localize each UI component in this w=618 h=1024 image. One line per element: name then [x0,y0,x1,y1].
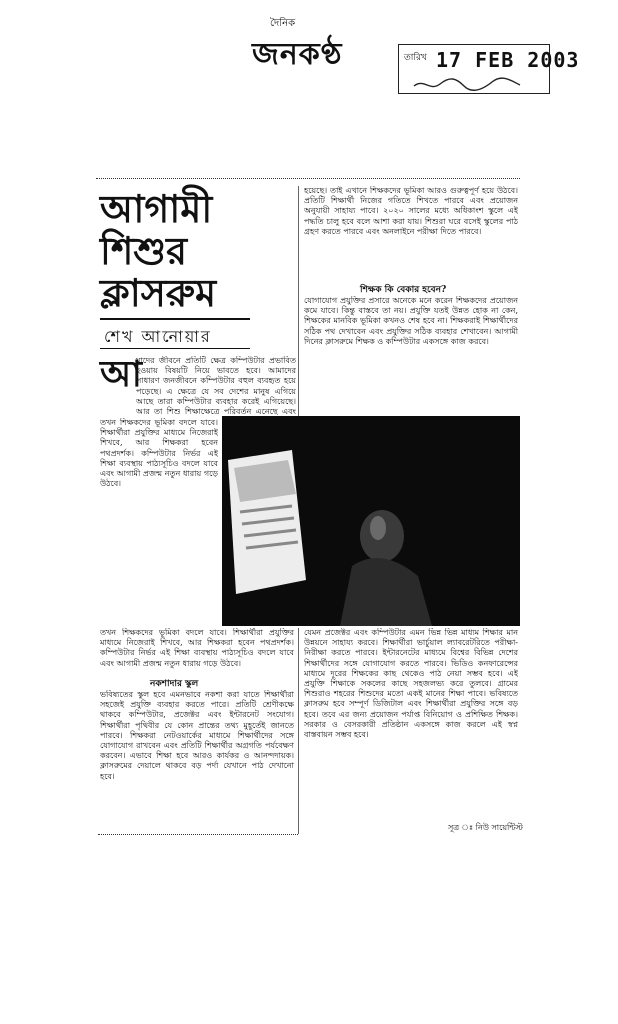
article-dropcap: আ [100,353,142,395]
article-col-left-lower: তখন শিক্ষকদের ভূমিকা বদলে যাবে। শিক্ষার্থীরা প্রযুক্তির মাধ্যমে নিজেরাই শিখবে, আর শিক্ষকরা হবেন পথপ্রদর্শক। কম্পিউটার নির্ভর এই শিক্ষা ব্যবস্থায় পাঠ্যসূচিও বদলে যাবে এবং আগামী প্রজন্ম নতুন ধারায় গড়ে উঠবে। [100,628,294,668]
date-stamp-label: তারিখ [404,53,427,63]
subhead-designed-school: নকশাদার স্কুল [150,679,199,689]
newspaper-masthead: জনকণ্ঠ [252,37,343,72]
column-divider-top [298,186,299,416]
article-photo [222,416,520,626]
title-rule [100,318,250,320]
column-divider [298,628,299,834]
article-col-left-narrow: তখন শিক্ষকদের ভূমিকা বদলে যাবে। শিক্ষার্থীরা প্রযুক্তির মাধ্যমে নিজেরাই শিখবে, আর শিক্ষকরা হবেন পথপ্রদর্শক। কম্পিউটার নির্ভর এই শিক্ষা ব্যবস্থায় পাঠ্যসূচিও বদলে যাবে এবং আগামী প্রজন্ম নতুন ধারায় গড়ে উঠবে। [100,418,218,489]
signature-scribble-icon [412,76,522,92]
subhead-teacher: শিক্ষক কি বেকার হবেন? [360,285,447,295]
article-byline: শেখ আনোয়ার [104,327,212,346]
article-bottom-border [98,834,298,835]
date-stamp-date: 17 FEB 2003 [436,48,580,72]
article-col-right-top: হয়েছে। তাই এখানে শিক্ষকদের ভূমিকা আরও গুরুত্বপূর্ণ হয়ে উঠবে। প্রতিটি শিক্ষার্থী নিজের গতিতে শিখতে পারবে এবং প্রয়োজন অনুযায়ী সাহায্য পাবে। ২০২০ সালের মধ্যে অধিকাংশ স্কুলে এই পদ্ধতি চালু হবে বলে আশা করা যায়। শিশুরা ঘরে বসেই স্কুলের পাঠ গ্রহণ করতে পারবে এবং অনলাইনে পরীক্ষা দিতে পারবে। [304,186,518,236]
child-at-computer-photo-icon [222,416,520,626]
byline-rule [100,348,250,349]
article-col-right-mid: যোগাযোগ প্রযুক্তির প্রসারে অনেকে মনে করেন শিক্ষকদের প্রয়োজন কমে যাবে। কিন্তু বাস্তবে তা নয়। প্রযুক্তি যতই উন্নত হোক না কেন, শিক্ষকের মানবিক ভূমিকা কখনও শেষ হবে না। শিক্ষকরাই শিক্ষার্থীদের সঠিক পথ দেখাবেন এবং প্রযুক্তির সঠিক ব্যবহার শেখাবেন। আগামী দিনের ক্লাসরুমে শিক্ষক ও কম্পিউটার একসঙ্গে কাজ করবে। [304,296,518,346]
masthead-small-text: দৈনিক [270,18,296,29]
title-line-1: আগামী [100,186,213,231]
article-title [100,188,250,314]
title-line-2: শিশুর [100,228,187,273]
article-col-right-bottom: যেমন প্রজেক্টর এবং কম্পিউটার এমন ভিন্ন ভিন্ন মাধ্যম শিক্ষার মান উন্নয়নে সাহায্য করবে। শিক্ষার্থীরা ভার্চুয়াল ল্যাবরেটরিতে পরীক্ষা-নিরীক্ষা করতে পারবে। ইন্টারনেটের মাধ্যমে বিশ্বের বিভিন্ন দেশের শিক্ষার্থীদের সঙ্গে যোগাযোগ করতে পারবে। ভিডিও কনফারেন্সের মাধ্যমে দূরের শিক্ষকের কাছ থেকেও পাঠ নেয়া সম্ভব হবে। এই প্রযুক্তি শিক্ষাকে সকলের কাছে সহজলভ্য করে তুলবে। গ্রামের শিশুরাও শহরের শিশুদের মতো একই মানের শিক্ষা পাবে। ভবিষ্যতে ক্লাসরুম হবে সম্পূর্ণ ডিজিটাল এবং শিক্ষার্থীরা প্রযুক্তির সঙ্গে বড় হবে। তবে এর জন্য প্রয়োজন পর্যাপ্ত বিনিয়োগ ও প্রশিক্ষিত শিক্ষক। সরকার ও বেসরকারী প্রতিষ্ঠান একসঙ্গে কাজ করলে এই স্বপ্ন বাস্তবায়ন সম্ভব হবে। [304,628,518,740]
article-top-border [96,178,520,179]
article-col-left-sub: ভবিষ্যতের স্কুল হবে এমনভাবে নকশা করা যাতে শিক্ষার্থীরা সহজেই প্রযুক্তি ব্যবহার করতে পারে। প্রতিটি শ্রেণীকক্ষে থাকবে কম্পিউটার, প্রজেক্টর এবং ইন্টারনেট সংযোগ। শিক্ষার্থীরা পৃথিবীর যে কোন প্রান্তের তথ্য মুহূর্তেই জানতে পারবে। শিক্ষকরা নেটওয়ার্কের মাধ্যমে শিক্ষার্থীদের সঙ্গে যোগাযোগ রাখবেন এবং প্রতিটি শিক্ষার্থীর অগ্রগতি পর্যবেক্ষণ করবেন। এভাবে শিক্ষা হবে আরও কার্যকর ও আনন্দদায়ক। ক্লাসরুমের দেয়ালে থাকবে বড় পর্দা যেখানে পাঠ দেখানো হবে। [100,690,294,781]
article-source: সূত্র ঃ নিউ সায়েন্টিস্ট [448,823,523,832]
article-col-left-intro: মাদের জীবনে প্রতিটি ক্ষেত্র কম্পিউটার প্রভাবিত হওয়ায় বিষয়টি নিয়ে ভাবতে হবে। আমাদের সাধারণ জনজীবনে কম্পিউটার বহুল ব্যবহৃত হয়ে পড়েছে। এ ক্ষেত্রে যে সব দেশের মানুষ এগিয়ে আছে তারা কম্পিউটার ব্যবহার করেই এগিয়েছে। আর তা শিশু শিক্ষাক্ষেত্রে পরিবর্তন এনেছে এবং [136,356,296,416]
title-line-3: ক্লাসরুম [100,270,217,315]
